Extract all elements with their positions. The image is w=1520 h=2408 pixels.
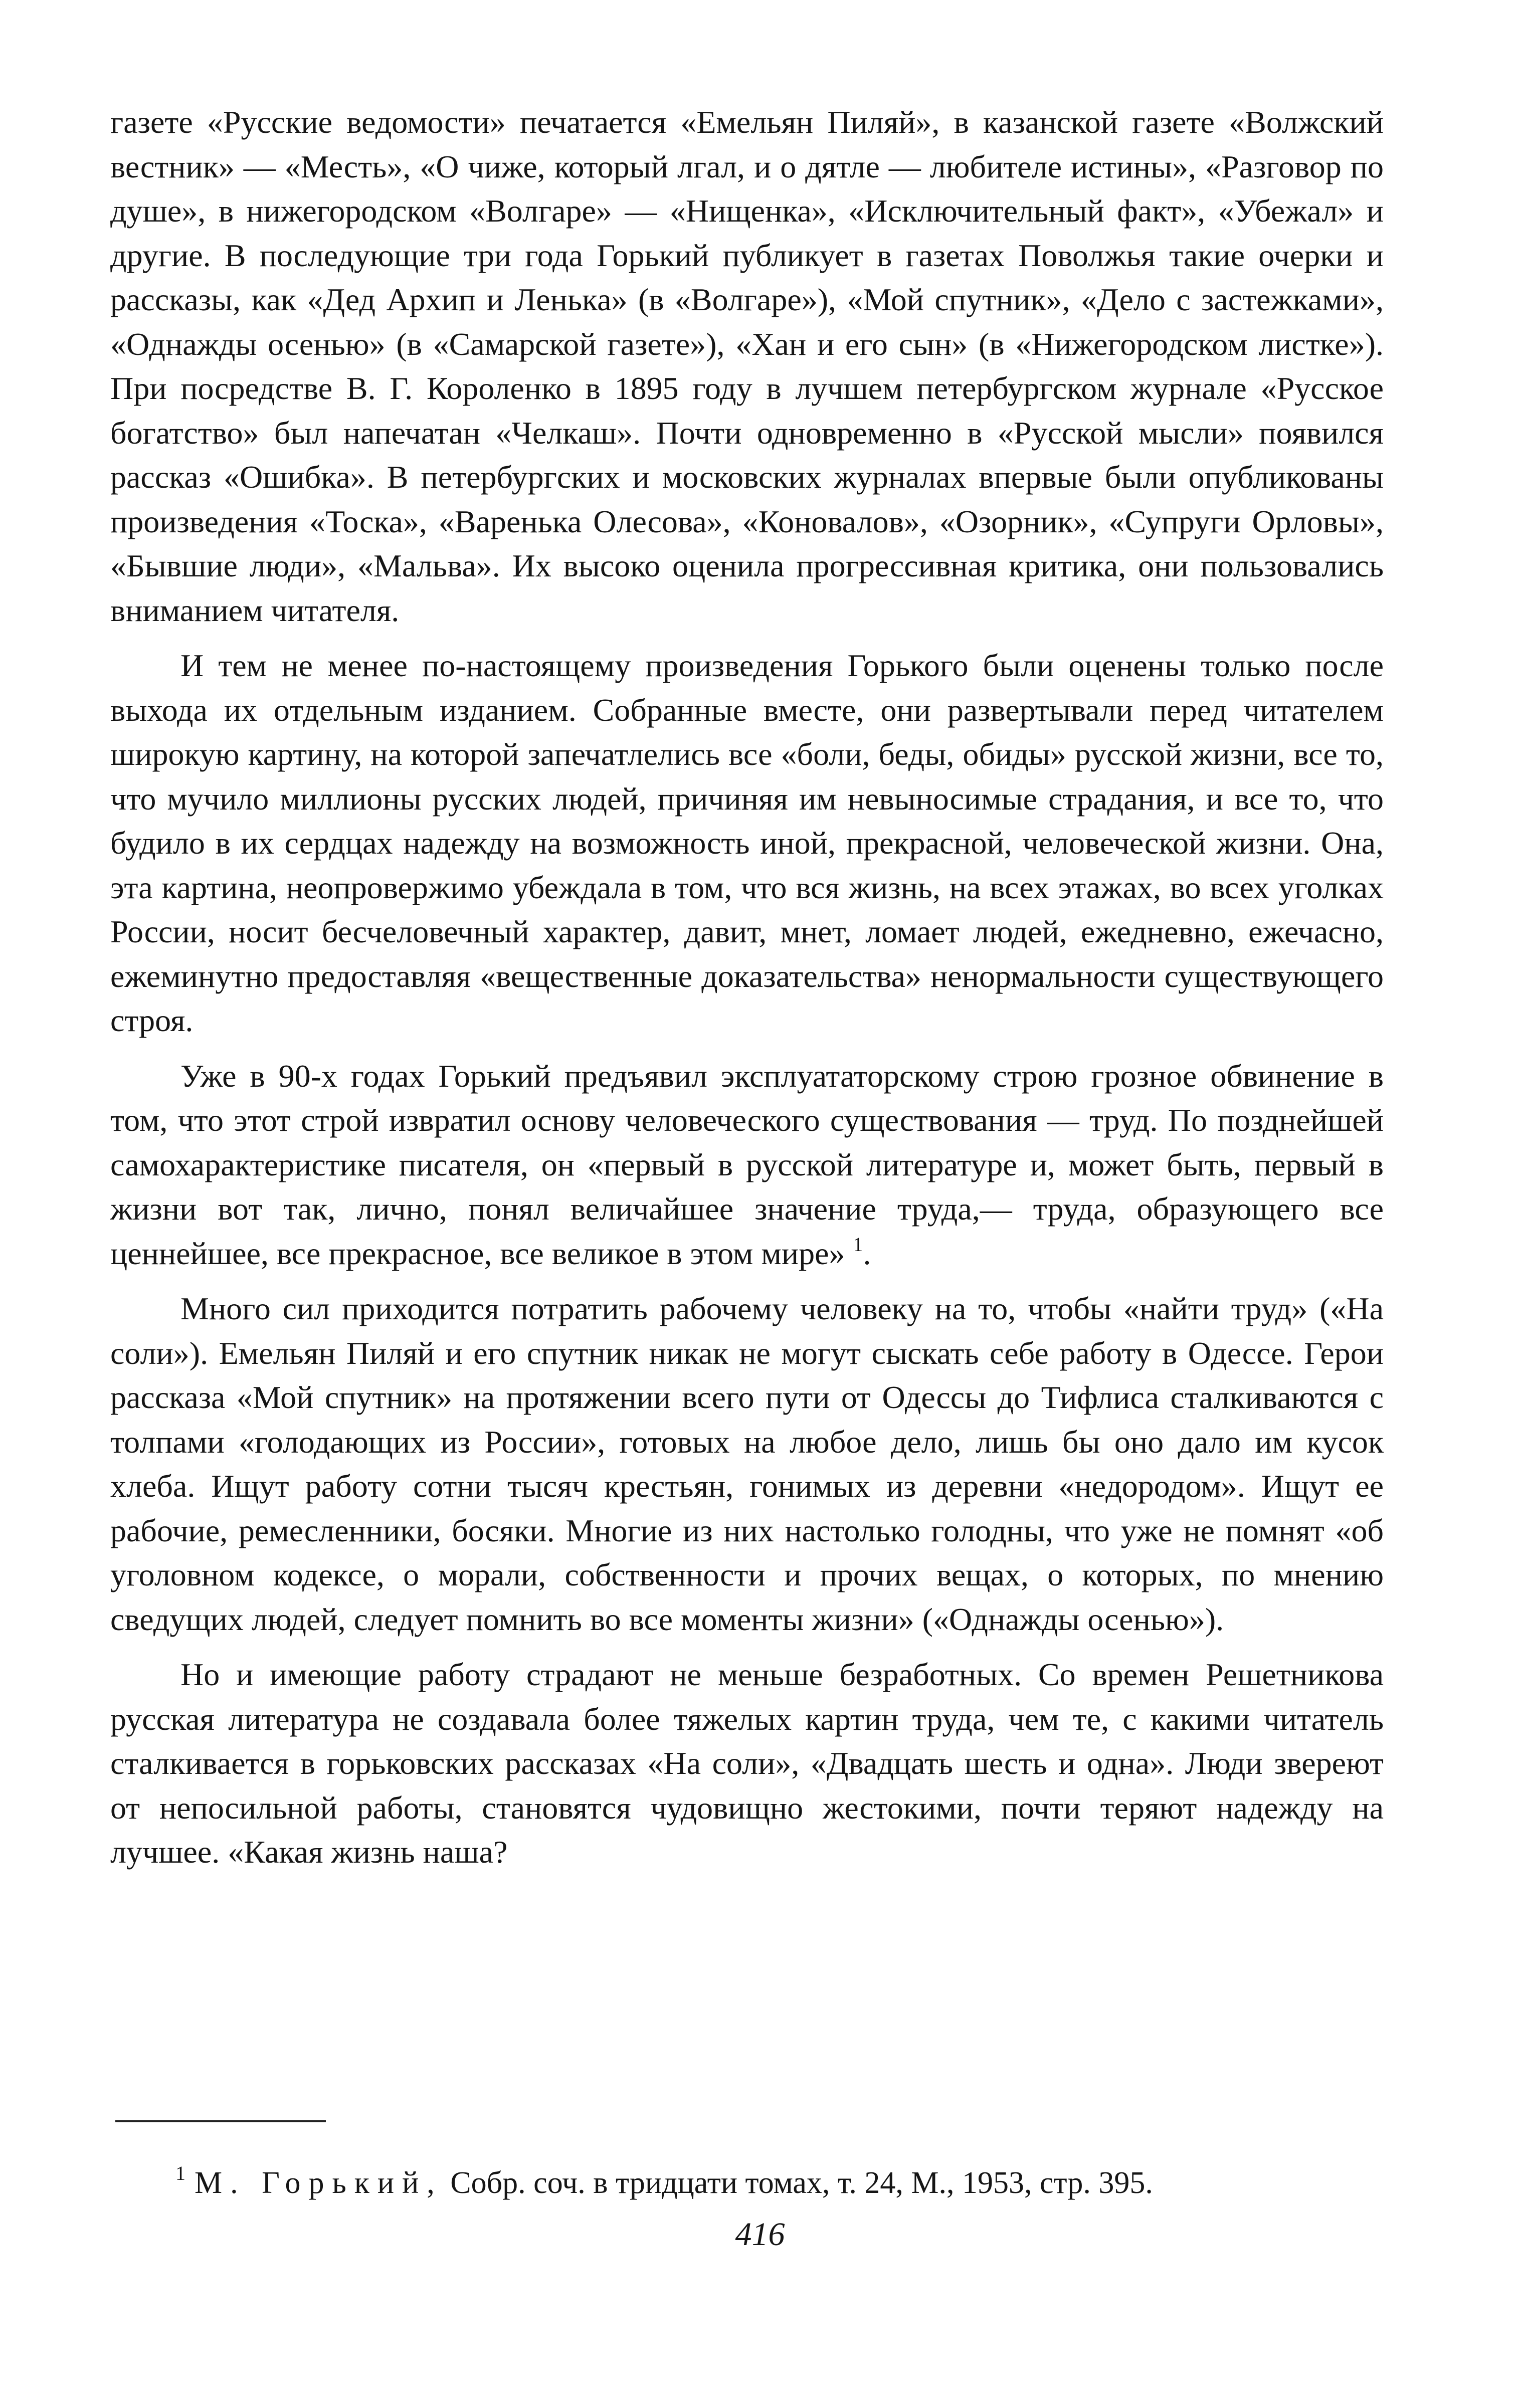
paragraph-3 <box>110 1054 1384 1276</box>
page-number: 416 <box>735 2216 785 2253</box>
paragraph-1: газете «Русские ведомости» печатается «Емельян Пиляй», в казанской газете «Волжский вестник» — «Месть», «О чиже, который лгал, и о дятле — любителе истины», «Разговор по душе», в нижегородском «Волгаре» — «Нищенка», «Исключительный факт», «Убежал» и другие. В последующие три года Горький публикует в газетах Поволжья такие очерки и рассказы, как «Дед Архип и Ленька» (в «Волгаре»), «Мой спутник», «Дело с застежками», «Однажды осенью» (в «Самарской газете»), «Хан и его сын» (в «Нижегородском листке»). При посредстве В. Г. Короленко в 1895 году в лучшем петербургском журнале «Русское богатство» был напечатан «Челкаш». Почти одновременно в «Русской мысли» появился рассказ «Ошибка». В петербургских и московских журналах впервые были опубликованы произведения «Тоска», «Варенька Олесова», «Коновалов», «Озорник», «Супруги Орловы», «Бывшие люди», «Мальва». Их высоко оценила прогрессивная критика, они пользовались вниманием читателя. <box>110 104 1384 628</box>
footnote-mark: 1 <box>175 2162 185 2184</box>
footnote-author: М. Горький, <box>195 2166 443 2200</box>
footnote-divider <box>115 2120 326 2122</box>
paragraph-4: Много сил приходится потратить рабочему человеку на то, чтобы «найти труд» («На соли»). Емельян Пиляй и его спутник никак не могут сыскать себе работу в Одессе. Герои рассказа «Мой спутник» на протяжении всего пути от Одессы до Тифлиса сталкиваются с толпами «голодающих из России», готовых на любое дело, лишь бы оно дало им кусок хлеба. Ищут работу сотни тысяч крестьян, гонимых из деревни «недородом». Ищут ее рабочие, ремесленники, босяки. Многие из них настолько голодны, что уже не помнят «об уголовном кодексе, о морали, собственности и прочих вещах, о которых, по мнению сведущих людей, следует помнить во все моменты жизни» («Однажды осенью»). <box>110 1291 1384 1637</box>
paragraph-3-text: Уже в 90-х годах Горький предъявил эксплуататорскому строю грозное обвинение в том, что этот строй извратил основу человеческого существования — труд. По позднейшей самохарактеристике писателя, он «первый в русской литературе и, может быть, первый в жизни вот так, лично, понял величайшее значение труда,— труда, образующего все ценнейшее, все прекрасное, все великое в этом мире» <box>110 1058 1384 1271</box>
paragraph-2: И тем не менее по-настоящему произведения Горького были оценены только после выхода их отдельным изданием. Собранные вместе, они развертывали перед читателем широкую картину, на которой запечатлелись все «боли, беды, обиды» русской жизни, все то, что мучило миллионы русских людей, причиняя им невыносимые страдания, и все то, что будило в их сердцах надежду на возможность иной, прекрасной, человеческой жизни. Она, эта картина, неопровержимо убеждала в том, что вся жизнь, на всех этажах, во всех уголках России, носит бесчеловечный характер, давит, мнет, ломает людей, ежедневно, ежечасно, ежеминутно предоставляя «вещественные доказательства» ненормальности существующего строя. <box>110 648 1384 1038</box>
paragraph-5: Но и имеющие работу страдают не меньше безработных. Со времен Решетникова русская литература не создавала более тяжелых картин труда, чем те, с какими читатель сталкивается в горьковских рассказах «На соли», «Двадцать шесть и одна». Люди звереют от непосильной работы, становятся чудовищно жестокими, почти теряют надежду на лучшее. «Какая жизнь наша? <box>110 1657 1384 1870</box>
footnote <box>175 2153 1384 2203</box>
footnote-text: Собр. соч. в тридцати томах, т. 24, М., 1953, стр. 395. <box>450 2166 1153 2200</box>
footnote-reference: 1 <box>853 1233 863 1256</box>
page-body <box>110 100 1384 1886</box>
paragraph-3-tail: . <box>863 1235 871 1271</box>
